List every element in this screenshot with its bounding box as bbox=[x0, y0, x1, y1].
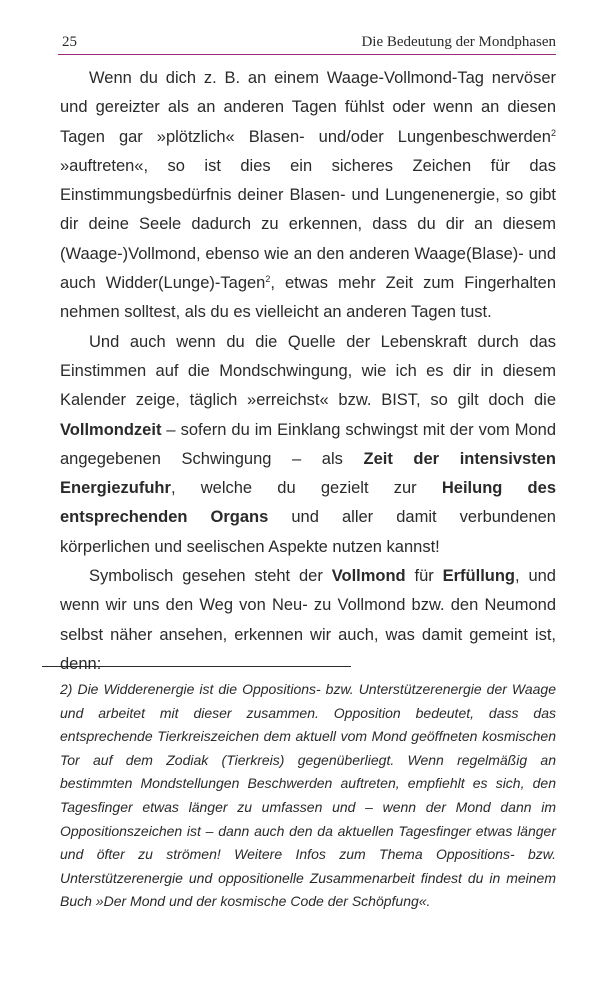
paragraph-2-bold-3: Heilung des entsprechenden Organs bbox=[60, 479, 556, 527]
footnote-ref-1: 2 bbox=[550, 127, 556, 138]
paragraph-3-bold-2: Erfüllung bbox=[442, 567, 516, 586]
paragraph-3-text-1: Symbolisch gesehen steht der bbox=[89, 567, 332, 586]
footnote: 2) Die Widderenergie ist die Oppositions- bzw. Unterstützerenergie der Waage und arbeitet mit dieser zusammen. Opposition bedeutet, dass das entsprechende Tierkreiszeichen dem aktuell vom Mond geöffneten kosmischen Tor auf dem Zodiak (Tierkreis) gegenüberliegt. Wenn regelmäßig an bestimmten Mondstellungen Beschwerden auftreten, empfiehlt es sich, den Tagesfinger etwas länger zu umfassen und – wenn der Mond dann im Oppositionszeichen ist – dann auch den da aktuellen Tagesfinger etwas länger und öfter zu strömen! Weitere Infos zum Thema Oppositions- bzw. Unterstützerenergie und oppositionelle Zusammenarbeit findest du in meinem Buch »Der Mond und der kosmische Code der Schöpfung«. bbox=[60, 681, 556, 910]
paragraph-3-bold-1: Vollmond bbox=[331, 567, 406, 586]
paragraph-1-text-2: »auftreten«, so ist dies ein sicheres Zeichen für das Einstimmungsbedürfnis deiner Blasen- und Lungenenergie, so gibt dir deine Seele dadurch zu erkennen, dass du dir an diesem (Waage-)Vollmond, ebenso wie an den anderen Waage(Blase)- und auch Widder(Lunge)-Tagen bbox=[60, 156, 556, 293]
footnote-divider bbox=[42, 666, 351, 667]
paragraph-1 bbox=[60, 64, 556, 328]
running-title: Die Bedeutung der Mondphasen bbox=[361, 34, 556, 50]
paragraph-2-bold-2: Zeit der intensivsten Energiezufuhr bbox=[60, 449, 556, 498]
paragraph-1-text-3: , etwas mehr Zeit zum Fingerhalten nehmen solltest, als du es vielleicht an anderen Tagen tust. bbox=[60, 274, 556, 322]
paragraph-3 bbox=[60, 562, 556, 679]
body-text bbox=[60, 64, 556, 679]
paragraph-3-text-3: , und wenn wir uns den Weg von Neu- zu Vollmond bzw. den Neumond selbst näher ansehen, erkennen wir auch, was damit gemeint ist, denn: bbox=[60, 567, 556, 673]
paragraph-2-text-1: Und auch wenn du die Quelle der Lebenskraft durch das Einstimmen auf die Mondschwingung, wie ich es dir in diesem Kalender zeige, täglich »erreichst« bzw. BIST, so gilt doch die bbox=[60, 332, 556, 410]
paragraph-2-text-3: , welche du gezielt zur bbox=[170, 479, 442, 498]
page-number: 25 bbox=[62, 34, 77, 50]
paragraph-2-text-2: – sofern du im Einklang schwingst mit der vom Mond angegebenen Schwingung – als bbox=[60, 420, 556, 468]
footnote-ref-2: 2 bbox=[265, 274, 271, 285]
paragraph-3-text-2: für bbox=[405, 567, 443, 586]
page-header bbox=[58, 32, 556, 55]
paragraph-1-text-1: Wenn du dich z. B. an einem Waage-Vollmond-Tag nervöser und gereizter als an anderen Tagen fühlst oder wenn an diesen Tagen gar »plötzlich« Blasen- und/oder Lungenbeschwerden bbox=[60, 69, 556, 146]
paragraph-2-bold-1: Vollmondzeit bbox=[60, 420, 162, 439]
paragraph-2 bbox=[60, 328, 556, 562]
paragraph-2-text-4: und aller damit verbundenen körperlichen und seelischen Aspekte nutzen kannst! bbox=[60, 508, 556, 556]
